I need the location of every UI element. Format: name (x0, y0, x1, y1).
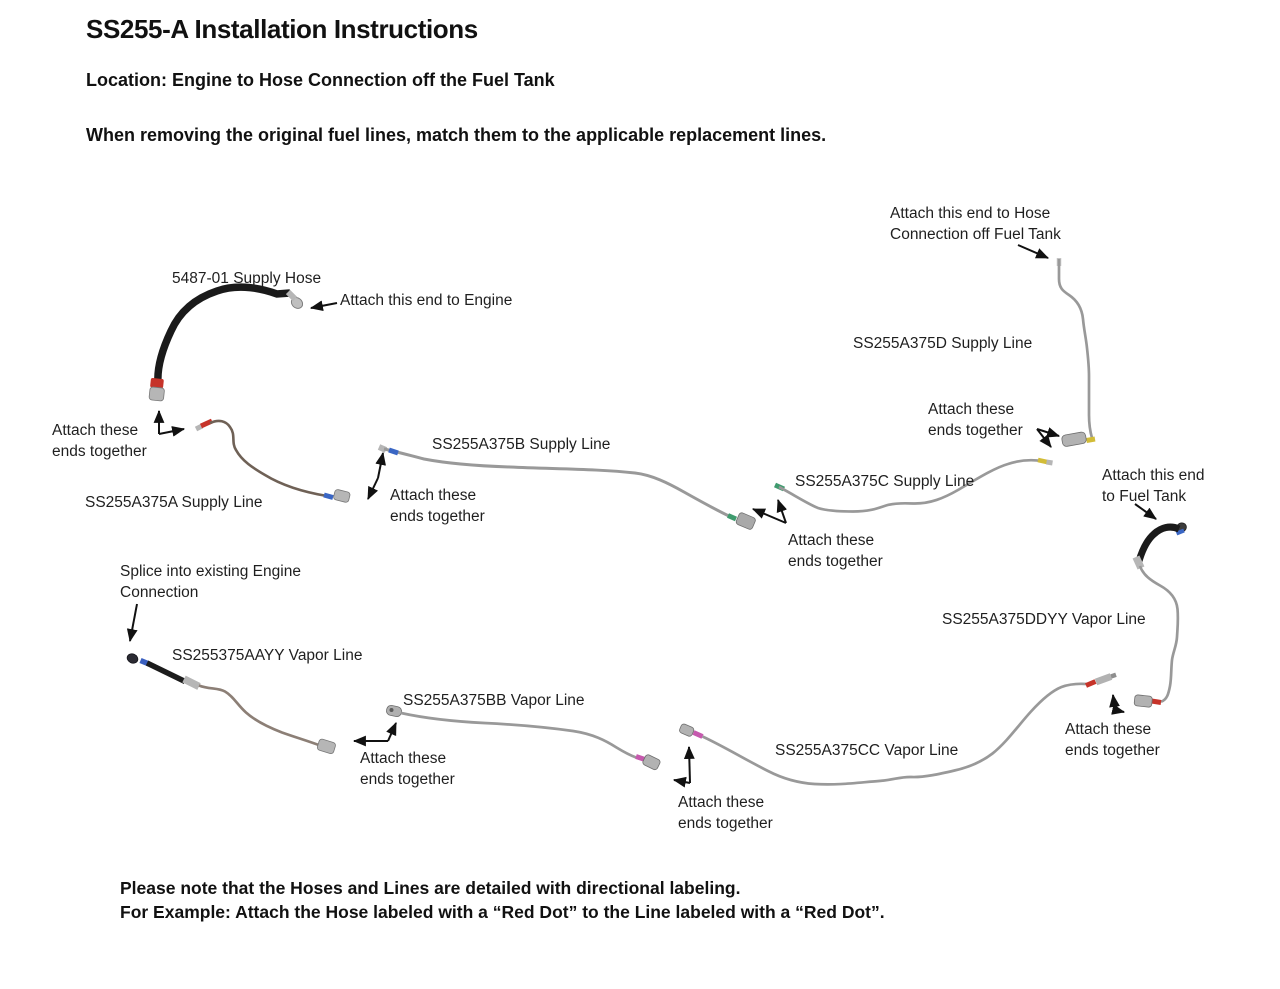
note-line-2: For Example: Attach the Hose labeled with a “Red Dot” to the Line labeled with a “Red Dot”. (120, 902, 885, 922)
line-cc-red-dot (1086, 682, 1096, 686)
label-vapor-bb: SS255A375BB Vapor Line (403, 692, 585, 709)
ends-together-line: ends together (678, 815, 773, 832)
ends-together-line: ends together (928, 422, 1023, 439)
annotation-arrows (130, 245, 1156, 783)
label-attach-ends-c-d (928, 399, 1023, 441)
label-attach-ends-bb-cc (678, 792, 773, 834)
label-attach-ends-cc-ddyy (1065, 719, 1160, 761)
attach-these-line: Attach these (788, 532, 875, 549)
label-attach-ends-a-b (390, 485, 485, 527)
arrow-hose-a-right (159, 429, 184, 434)
instruction-line: When removing the original fuel lines, match them to the applicable replacement lines. (86, 125, 827, 145)
label-vapor-aayy: SS255375AAYY Vapor Line (172, 647, 363, 664)
hose-lower-fitting (149, 387, 165, 401)
label-vapor-ddyy: SS255A375DDYY Vapor Line (942, 611, 1146, 628)
label-splice (120, 561, 301, 603)
arrow-a-b-up (378, 453, 383, 478)
attach-these-line: Attach these (52, 422, 139, 439)
attach-these-line: Attach these (1065, 721, 1152, 738)
line-b-end-fitting (735, 512, 756, 530)
label-attach-ends-aayy-bb (360, 748, 455, 790)
label-attach-ends-hose-a (52, 420, 147, 462)
line-bb-end-fitting (642, 754, 661, 771)
attach-these-line: Attach these (928, 401, 1015, 418)
line-b-green-dot (728, 516, 736, 520)
hose-elbow (288, 292, 295, 299)
supply-line-a (196, 421, 351, 503)
label-attach-hose-connection-line2: Connection off Fuel Tank (890, 226, 1061, 243)
arrow-splice (130, 604, 137, 641)
label-splice-line2: Connection (120, 584, 199, 601)
label-attach-ends-b-c (788, 530, 883, 572)
label-attach-fuel-tank (1102, 465, 1205, 507)
ends-together-line: ends together (360, 771, 455, 788)
line-ddyy-red-dot (1152, 701, 1162, 703)
footer-note (120, 876, 885, 924)
line-d-end-fitting (1061, 431, 1087, 446)
label-supply-b: SS255A375B Supply Line (432, 436, 611, 453)
label-vapor-cc: SS255A375CC Vapor Line (775, 742, 959, 759)
line-a-blue-dot (324, 495, 333, 498)
label-supply-a: SS255A375A Supply Line (85, 494, 263, 511)
label-splice-line1: Splice into existing Engine (120, 563, 301, 580)
line-aayy-end-fitting (317, 738, 337, 754)
label-attach-engine: Attach this end to Engine (340, 292, 513, 309)
arrow-a-b-down (368, 478, 378, 499)
supply-line-d (1059, 258, 1095, 447)
label-attach-hose-connection (890, 203, 1061, 245)
label-supply-d: SS255A375D Supply Line (853, 335, 1033, 352)
arrow-to-engine (311, 303, 337, 308)
arrow-cc-ddyy-right (1115, 710, 1124, 712)
vapor-line-cc (679, 675, 1116, 785)
label-supply-hose: 5487-01 Supply Hose (172, 270, 322, 287)
line-bb-start-fitting (386, 705, 403, 718)
line-cc-start-fitting (679, 723, 695, 737)
attach-these-line: Attach these (360, 750, 447, 767)
line-b-blue-dot (389, 450, 398, 453)
vapor-line-aayy (126, 652, 337, 754)
arrow-bb-cc-left (674, 780, 690, 783)
line-cc-pink-dot (694, 733, 703, 737)
note-line-1: Please note that the Hoses and Lines are detailed with directional labeling. (120, 878, 741, 898)
line-d-yellow-dot (1087, 439, 1096, 441)
attach-these-line: Attach these (678, 794, 765, 811)
ends-together-line: ends together (52, 443, 147, 460)
ddyy-black-hose (1139, 527, 1179, 561)
ends-together-line: ends together (1065, 742, 1160, 759)
line-ddyy-end-fitting (1134, 695, 1153, 708)
location-line: Location: Engine to Hose Connection off the Fuel Tank (86, 70, 555, 90)
attach-these-line: Attach these (390, 487, 477, 504)
arrow-cc-ddyy-up (1113, 695, 1115, 710)
label-attach-fuel-tank-line2: to Fuel Tank (1102, 488, 1187, 505)
ends-together-line: ends together (390, 508, 485, 525)
arrow-to-hose-connection (1018, 245, 1048, 258)
arrow-aayy-bb-up (388, 723, 396, 741)
label-attach-fuel-tank-line1: Attach this end (1102, 467, 1205, 484)
page-title: SS255-A Installation Instructions (86, 14, 478, 44)
line-cc-end-fitting (1096, 677, 1111, 683)
ends-together-line: ends together (788, 553, 883, 570)
line-a-end-fitting (333, 489, 351, 503)
line-c-yellow-dot (1038, 460, 1047, 462)
supply-hose-5487 (149, 287, 305, 401)
label-attach-hose-connection-line1: Attach this end to Hose (890, 205, 1051, 222)
arrow-bb-cc-up (689, 747, 690, 783)
label-supply-c: SS255A375C Supply Line (795, 473, 975, 490)
